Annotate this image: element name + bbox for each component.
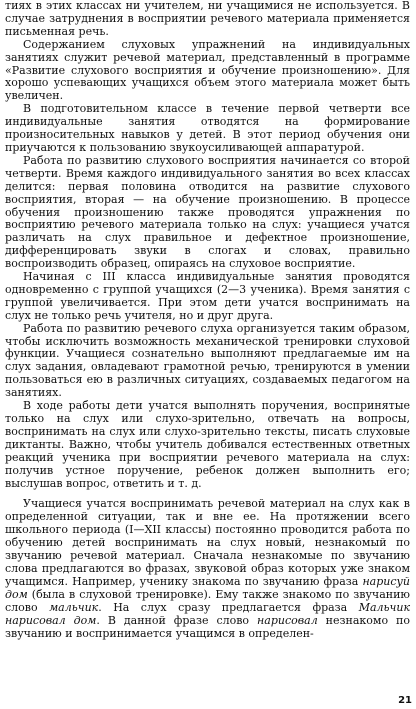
paragraph-8 <box>5 498 410 640</box>
paragraph-8-text-2: (была в слуховой тренировке). Ему также знакомо по звучанию слово <box>5 587 410 614</box>
paragraph-2: Содержанием слуховых упражнений на индивидуальных занятиях служит речевой материал, представленный в программе «Развитие слухового восприятия и обучение произношению». Для хорошо успевающих учащихся объем этого материала может быть увеличен. <box>5 37 410 103</box>
paragraph-5: Начиная с III класса индивидуальные занятия проводятся одновременно с группой учащихся (2—3 ученика). Время занятия с группой увеличивается. При этом дети учатся воспринимать на слух не только речь учителя, но и друг друга. <box>5 270 410 322</box>
example-word-drew: нарисовал <box>257 613 318 627</box>
paragraph-6: Работа по развитию речевого слуха организуется таким образом, чтобы исключить возможность механической тренировки слуховой функции. Учащиеся сознательно выполняют предлагаемые им на слух задания, овладевают грамотной речью, тренируются в умении пользоваться ею в различных ситуациях, создаваемых педагогом на занятиях. <box>5 321 410 400</box>
example-phrase-boy-drew-house: Мальчик нарисовал дом <box>5 600 411 627</box>
paragraph-4: Работа по развитию слухового восприятия начинается со второй четверти. Время каждого индивидуального занятия во всех классах делится: первая половина отводится на развитие слухового восприятия, вторая — на обучение произношению. В процессе обучения произношению также проводятся упражнения по восприятию речевого материала только на слух: учащиеся учатся различать на слух правильное и дефектное произношение, дифференцировать звуки в слогах и словах, правильно воспроизводить образец, опираясь на слуховое восприятие. <box>5 153 410 271</box>
paragraph-3: В подготовительном классе в течение первой четверти все индивидуальные занятия отводятся на формирование произносительных навыков у детей. В этот период обучения они приучаются к пользованию звукоусиливающей аппаратурой. <box>5 102 410 154</box>
example-word-boy: мальчик <box>49 600 99 614</box>
paragraph-1: тиях в этих классах ни учителем, ни учащимися не используется. В случае затруднения в восприятии речевого материала применяется письменная речь. <box>5 0 410 38</box>
paragraph-8-text-5: незнакомо по звучанию и воспринимается учащимся в определен- <box>5 613 410 640</box>
paragraph-7: В ходе работы дети учатся выполнять поручения, воспринятые только на слух или слухо-зрительно, отвечать на вопросы, воспринимать на слух или слухо-зрительно тексты, писать слуховые диктанты. Важно, чтобы учитель добивался естественных ответных реакций ученика при восприятии речевого материала на слух: получив устное поручение, ребенок должен выполнить его; выслушав вопрос, ответить и т. д. <box>5 399 410 490</box>
paragraph-8-text-3: . На слух сразу предлагается фраза <box>98 600 359 614</box>
paragraph-8-text: Учащиеся учатся воспринимать речевой материал на слух как в определенной ситуации, так и вне ее. На протяжении всего школьного периода (I—XII классы) постоянно проводится работа по обучению детей воспринимать на слух новый, незнакомый по звучанию речевой материал. Сначала незнакомые по звучанию слова предлагаются во фразах, звуковой образ которых уже знаком учащимся. Например, ученику знакома по звучанию фраза <box>5 497 410 588</box>
paragraph-8-text-4: . В данной фразе слово <box>96 613 258 627</box>
example-phrase-draw-house: нарисуй дом <box>5 574 410 601</box>
page-number: 21 <box>398 695 412 706</box>
body-text <box>5 0 410 640</box>
